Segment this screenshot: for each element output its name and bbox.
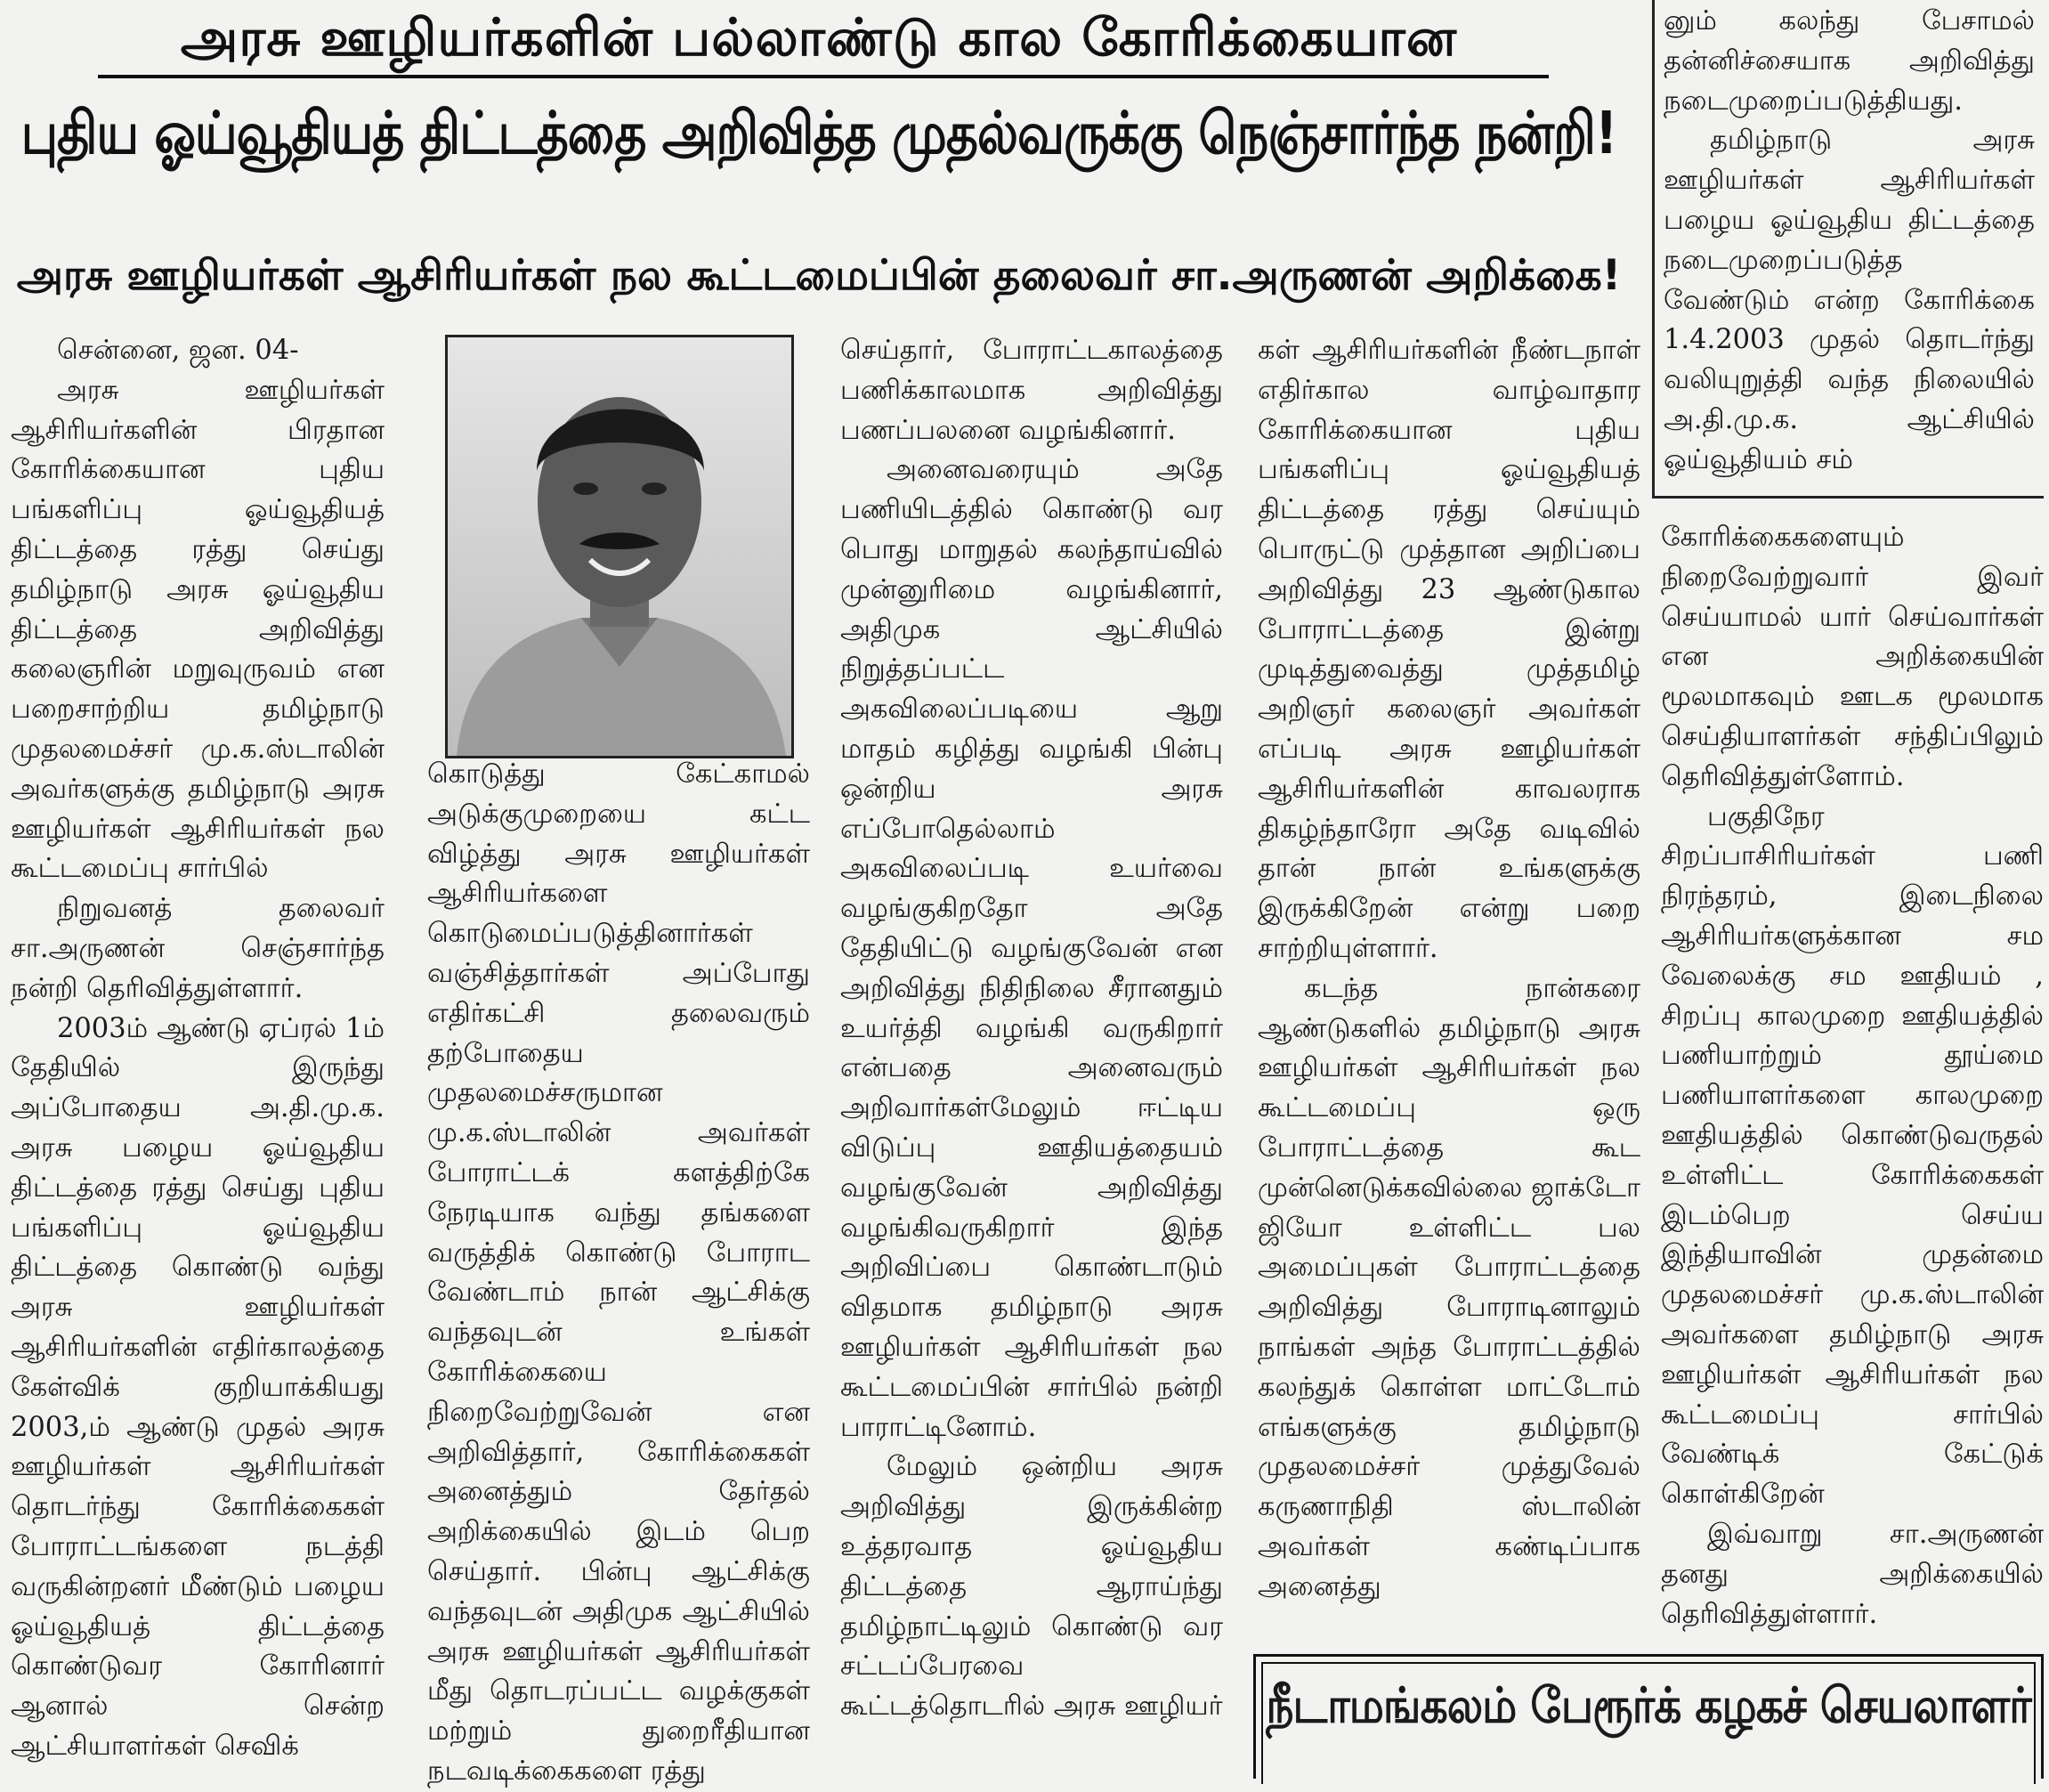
paragraph: செய்தார், போராட்டகாலத்தை பணிக்காலமாக அறிவித்து பணப்பலனை வழங்கினார். [840,335,1223,446]
portrait-photo-icon [448,337,791,756]
paragraph: கொடுத்து கேட்காமல் அடுக்குமுறையை கட்ட விழ்த்து அரசு ஊழியர்கள் ஆசிரியர்களை கொடுமைப்படுத்தினார்கள் வஞ்சித்தார்கள் அப்போது எதிர்கட்சி தலைவரும் தற்போதைய முதலமைச்சருமான மு.க.ஸ்டாலின் அவர்கள் போராட்டக் களத்திற்கே நேரடியாக வந்து தங்களை வருத்திக் கொண்டு போராட வேண்டாம் நான் ஆட்சிக்கு வந்தவுடன் உங்கள் கோரிக்கையை நிறைவேற்றுவேன் என அறிவித்தார், கோரிக்கைகள் அனைத்தும் தேர்தல் அறிக்கையில் இடம் பெற செய்தார். பின்பு ஆட்சிக்கு வந்தவுடன் அதிமுக ஆட்சியில் அரசு ஊழியர்கள் ஆசிரியர்கள் மீது தொடரப்பட்ட வழக்குகள் மற்றும் துறைரீதியான நடவடிக்கைகளை ரத்து [427,758,810,1787]
article-column-2 [427,755,810,1787]
side-article-box [1652,0,2044,499]
next-article-box [1253,1654,2044,1779]
paragraph: கோரிக்கைகளையும் நிறைவேற்றுவார் இவர் செய்யாமல் யார் செய்வார்கள் என அறிக்கையின் மூலமாகவும் ஊடக மூலமாக செய்தியாளர்கள் சந்திப்பிலும் தெரிவித்துள்ளோம். [1661,522,2044,792]
paragraph: 2003ம் ஆண்டு ஏப்ரல் 1ம் தேதியில் இருந்து அப்போதைய அ.தி.மு.க. அரசு பழைய ஓய்வூதிய திட்டத்தை ரத்து செய்து புதிய பங்களிப்பு ஓய்வூதிய திட்டத்தை கொண்டு வந்து அரசு ஊழியர்கள் ஆசிரியர்களின் எதிர்காலத்தை கேள்விக் குறியாக்கியது 2003,ம் ஆண்டு முதல் அரசு ஊழியர்கள் ஆசிரியர்கள் தொடர்ந்து கோரிக்கைகள் போராட்டங்களை நடத்தி வருகின்றனர் மீண்டும் பழைய ஓய்வூதியத் திட்டத்தை கொண்டுவர கோரினார் ஆனால் சென்ற ஆட்சியாளர்கள் செவிக் [11,1012,385,1762]
headline-main: புதிய ஓய்வூதியத் திட்டத்தை அறிவித்த முதல்வருக்கு நெஞ்சார்ந்த நன்றி! [20,100,1617,168]
paragraph: பகுதிநேர சிறப்பாசிரியர்கள் பணி நிரந்தரம், இடைநிலை ஆசிரியர்களுக்கான சம வேலைக்கு சம ஊதியம் , சிறப்பு காலமுறை ஊதியத்தில் பணியாற்றும் தூய்மை பணியாளர்களை காலமுறை ஊதியத்தில் கொண்டுவருதல் உள்ளிட்ட கோரிக்கைகள் இடம்பெற செய்ய இந்தியாவின் முதன்மை முதலமைச்சர் மு.க.ஸ்டாலின் அவர்களை தமிழ்நாடு அரசு ஊழியர்கள் ஆசிரியர்கள் நல கூட்டமைப்பு சார்பில் வேண்டிக் கேட்டுக் கொள்கிறேன் [1661,800,2044,1511]
dateline: சென்னை, ஜன. 04- [57,335,299,366]
paragraph: கடந்த நான்கரை ஆண்டுகளில் தமிழ்நாடு அரசு ஊழியர்கள் ஆசிரியர்கள் நல கூட்டமைப்பு ஒரு போராட்டத்தை கூட முன்னெடுக்கவில்லை ஜாக்டோ ஜியோ உள்ளிட்ட பல அமைப்புகள் போராட்டத்தை அறிவித்து போராடினாலும் நாங்கள் அந்த போராட்டத்தில் கலந்துக் கொள்ள மாட்டோம் எங்களுக்கு தமிழ்நாடு முதலமைச்சர் முத்துவேல் கருணாநிதி ஸ்டாலின் அவர்கள் கண்டிப்பாக அனைத்து [1258,972,1640,1602]
paragraph: அரசு ஊழியர்கள் ஆசிரியர்களின் பிரதான கோரிக்கையான புதிய பங்களிப்பு ஓய்வூதியத் திட்டத்தை ரத்து செய்து தமிழ்நாடு அரசு ஓய்வூதிய திட்டத்தை அறிவித்து கலைஞரின் மறுவுருவம் என பறைசாற்றிய தமிழ்நாடு முதலமைச்சர் மு.க.ஸ்டாலின் அவர்களுக்கு தமிழ்நாடு அரசு ஊழியர்கள் ஆசிரியர்கள் நல கூட்டமைப்பு சார்பில் [11,374,385,885]
article-column-6 [1661,518,2044,1630]
article-column-4 [1258,331,1640,1602]
headline-underline [98,75,1549,78]
next-article-headline: நீடாமங்கலம் பேரூர்க் கழகச் செயலாளர் [1266,1678,2031,1734]
paragraph: மேலும் ஒன்றிய அரசு அறிவித்து இருக்கின்ற உத்தரவாத ஓய்வூதிய திட்டத்தை ஆராய்ந்து தமிழ்நாட்டிலும் கொண்டு வர சட்டப்பேரவை கூட்டத்தொடரில் அரசு ஊழியர் [840,1451,1223,1723]
headline-top: அரசு ஊழியர்களின் பல்லாண்டு கால கோரிக்கையான [180,7,1458,68]
article-column-3 [840,331,1223,1764]
portrait-photo [445,335,794,758]
paragraph: கள் ஆசிரியர்களின் நீண்டநாள் எதிர்கால வாழ்வாதார கோரிக்கையான புதிய பங்களிப்பு ஓய்வூதியத் திட்டத்தை ரத்து செய்யும் பொருட்டு முத்தான அறிப்பை அறிவித்து 23 ஆண்டுகால போராட்டத்தை இன்று முடித்துவைத்து முத்தமிழ் அறிஞர் கலைஞர் அவர்கள் எப்படி அரசு ஊழியர்கள் ஆசிரியர்களின் காவலராக திகழ்ந்தாரோ அதே வடிவில் தான் நான் உங்களுக்கு இருக்கிறேன் என்று பறை சாற்றியுள்ளார். [1258,335,1640,964]
paragraph: தமிழ்நாடு அரசு ஊழியர்கள் ஆசிரியர்கள் பழைய ஓய்வூதிய திட்டத்தை நடைமுறைப்படுத்த வேண்டும் என்ற கோரிக்கை 1.4.2003 முதல் தொடர்ந்து வலியுறுத்தி வந்த நிலையில் அ.தி.மு.க. ஆட்சியில் ஓய்வூதியம் சம் [1664,125,2035,475]
paragraph: னும் கலந்து பேசாமல் தன்னிச்சையாக அறிவித்து நடைமுறைப்படுத்தியது. [1664,5,2035,117]
paragraph: இவ்வாறு சா.அருணன் தனது அறிக்கையில் தெரிவித்துள்ளார். [1661,1518,2044,1630]
paragraph: நிறுவனத் தலைவர் சா.அருணன் செஞ்சார்ந்த நன்றி தெரிவித்துள்ளார். [11,893,385,1004]
article-column-1 [11,331,385,1764]
headline-sub: அரசு ஊழியர்கள் ஆசிரியர்கள் நல கூட்டமைப்பின் தலைவர் சா.அருணன் அறிக்கை! [16,251,1622,300]
paragraph: அனைவரையும் அதே பணியிடத்தில் கொண்டு வர பொது மாறுதல் கலந்தாய்வில் முன்னுரிமை வழங்கினார், அதிமுக ஆட்சியில் நிறுத்தப்பட்ட அகவிலைப்படியை ஆறு மாதம் கழித்து வழங்கி பின்பு ஒன்றிய அரசு எப்போதெல்லாம் அகவிலைப்படி உயர்வை வழங்குகிறதோ அதே தேதியிட்டு வழங்குவேன் என அறிவித்து நிதிநிலை சீரானதும் உயர்த்தி வழங்கி வருகிறார் என்பதை அனைவரும் அறிவார்கள்மேலும் ஈட்டிய விடுப்பு ஊதியத்தையம் வழங்குவேன் அறிவித்து வழங்கிவருகிறார் இந்த அறிவிப்பை கொண்டாடும் விதமாக தமிழ்நாடு அரசு ஊழியர்கள் ஆசிரியர்கள் நல கூட்டமைப்பின் சார்பில் நன்றி பாராட்டினோம். [840,454,1223,1443]
side-article-column [1664,2,2035,487]
